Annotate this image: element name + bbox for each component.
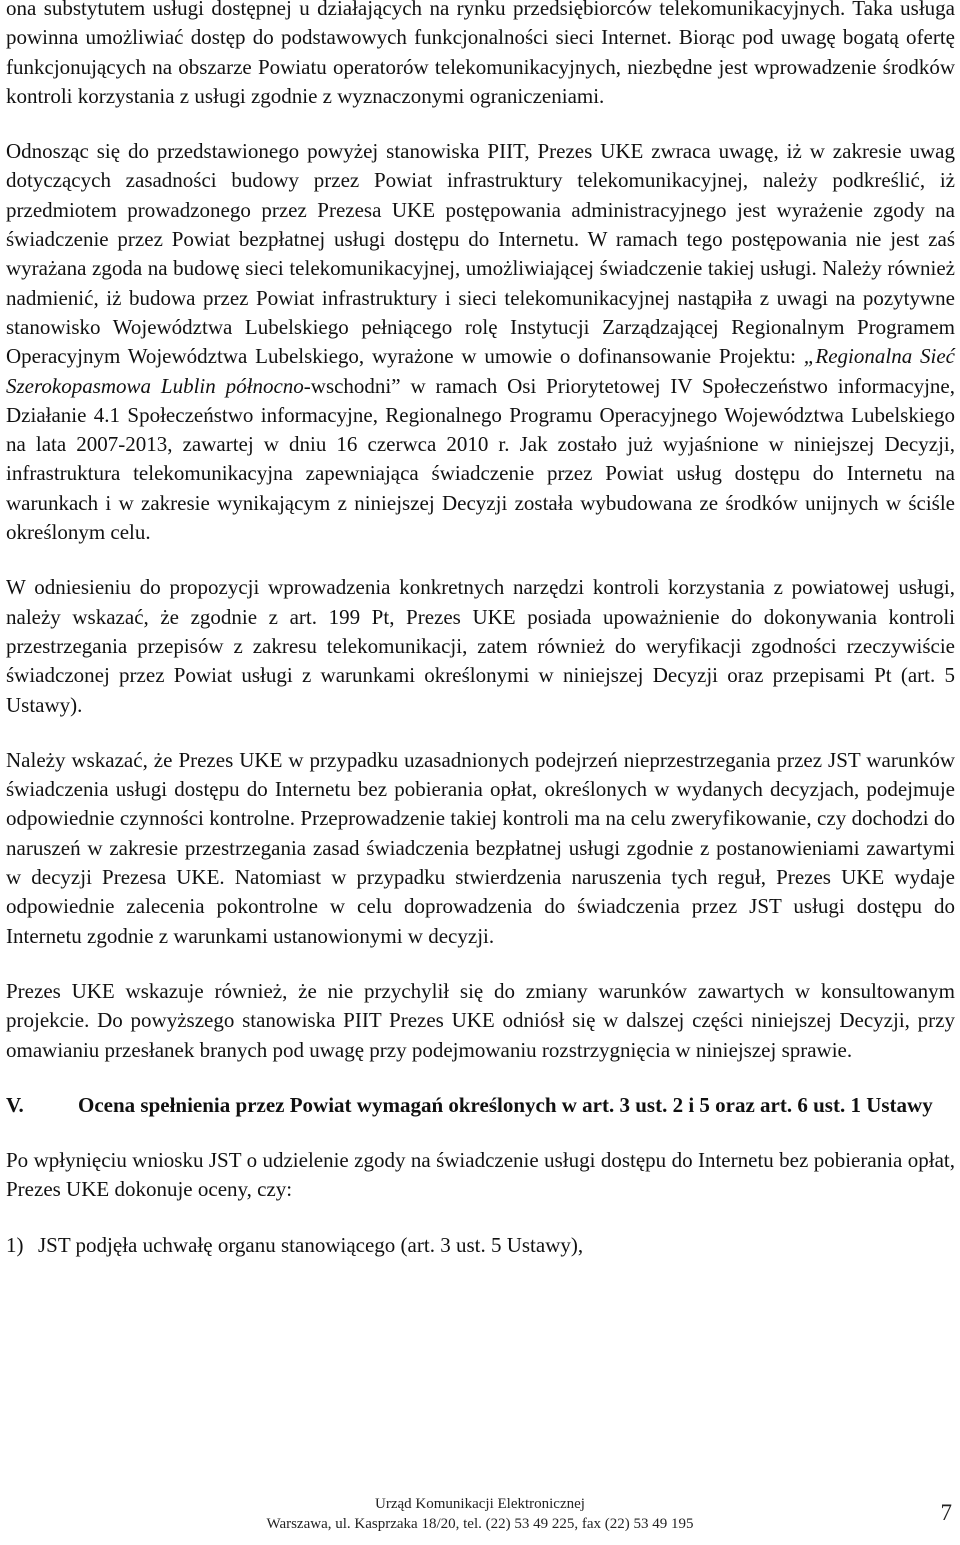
- section-heading: [6, 1091, 955, 1120]
- paragraph-2-text-a: Odnosząc się do przedstawionego powyżej stanowiska PIIT, Prezes UKE zwraca uwagę, iż w zakresie uwag dotyczących zasadności budowy przez Powiat infrastruktury telekomunikacyjnej, należy podkreślić, iż przedmiotem prowadzonego przez Prezesa UKE postępowania administracyjnego jest wyrażenie zgody na świadczenie przez Powiat bezpłatnej usługi dostępu do Internetu. W ramach tego postępowania nie jest zaś wyrażana zgoda na budowę sieci telekomunikacyjnej, umożliwiającej świadczenie takiej usługi. Należy również nadmienić, iż budowa przez Powiat infrastruktury i sieci telekomunikacyjnej nastąpiła z uwagi na pozytywne stanowisko Województwa Lubelskiego pełniącego rolę Instytucji Zarządzającej Regionalnym Programem Operacyjnym Województwa Lubelskiego, wyrażone w umowie o dofinansowanie Projektu:: [6, 139, 955, 369]
- section-title: Ocena spełnienia przez Powiat wymagań określonych w art. 3 ust. 2 i 5 oraz art. 6 ust. 1 Ustawy: [78, 1092, 933, 1117]
- paragraph-2: [6, 137, 955, 547]
- page-number: 7: [940, 1500, 952, 1525]
- list-item-number: 1): [6, 1232, 24, 1257]
- list-item: [6, 1231, 955, 1260]
- paragraph-3: W odniesieniu do propozycji wprowadzenia konkretnych narzędzi kontroli korzystania z powiatowej usługi, należy wskazać, że zgodnie z art. 199 Pt, Prezes UKE posiada upoważnienie do dokonywania kontroli przestrzegania przepisów z zakresu telekomunikacji, zatem również do weryfikacji zgodności rzeczywiście świadczonej przez Powiat usługi z warunkami określonymi w niniejszej Decyzji oraz przepisami Pt (art. 5 Ustawy).: [6, 575, 955, 717]
- intro-paragraph: Po wpłynięciu wniosku JST o udzielenie zgody na świadczenie usługi dostępu do Internetu bez pobierania opłat, Prezes UKE dokonuje oceny, czy:: [6, 1148, 955, 1202]
- paragraph-5: Prezes UKE wskazuje również, że nie przychylił się do zmiany warunków zawartych w konsultowanym projekcie. Do powyższego stanowiska PIIT Prezes UKE odniósł się w dalszej części niniejszej Decyzji, przy omawianiu przesłanek branych pod uwagę przy podejmowaniu rozstrzygnięcia w niniejszej sprawie.: [6, 978, 955, 1062]
- list-item-text: JST podjęła uchwałę organu stanowiącego (art. 3 ust. 5 Ustawy),: [38, 1232, 584, 1257]
- footer-address: Warszawa, ul. Kasprzaka 18/20, tel. (22) 53 49 225, fax (22) 53 49 195: [266, 1516, 694, 1532]
- paragraph-2-text-b: -wschodni” w ramach Osi Priorytetowej IV Społeczeństwo informacyjne, Działanie 4.1 Społeczeństwo informacyjne, Regionalnego Programu Operacyjnego Województwa Lubelskiego na lata 2007-2013, zawartej w dniu 16 czerwca 2010 r. Jak zostało już wyjaśnione w niniejszej Decyzji, infrastruktura telekomunikacyjna zapewniająca świadczenie przez Powiat usług dostępu do Internetu na warunkach i w zakresie wynikającym z niniejszej Decyzji została wybudowana ze środków unijnych w ściśle określonym celu.: [6, 373, 955, 545]
- paragraph-1: ona substytutem usługi dostępnej u działających na rynku przedsiębiorców telekomunikacyjnych. Taka usługa powinna umożliwiać dostęp do podstawowych funkcjonalności sieci Internet. Biorąc pod uwagę bogatą ofertę funkcjonujących na obszarze Powiatu operatorów telekomunikacyjnych, niezbędne jest wprowadzenie środków kontroli korzystania z usługi zgodnie z wyznaczonymi ograniczeniami.: [6, 0, 955, 108]
- section-number: V.: [6, 1092, 24, 1117]
- paragraph-4: Należy wskazać, że Prezes UKE w przypadku uzasadnionych podejrzeń nieprzestrzegania przez JST warunków świadczenia usługi dostępu do Internetu bez pobierania opłat, określonych w wydanych decyzjach, podejmuje odpowiednie czynności kontrolne. Przeprowadzenie takiej kontroli ma na celu zweryfikowanie, czy dochodzi do naruszeń w zakresie przestrzegania zasad świadczenia bezpłatnej usługi zgodnie z postanowieniami zawartymi w decyzji Prezesa UKE. Natomiast w przypadku stwierdzenia naruszenia tych reguł, Prezes UKE wydaje odpowiednie zalecenia pokontrolne w celu doprowadzenia do świadczenia przez JST usługi dostępu do Internetu zgodnie z warunkami ustanowionymi w decyzji.: [6, 747, 955, 948]
- project-name-italic: „Regionalna Sieć Szerokopasmowa Lublin północno: [6, 344, 955, 398]
- page-footer: [0, 1494, 960, 1534]
- document-page: [6, 0, 955, 1260]
- footer-institution: Urząd Komunikacji Elektronicznej: [375, 1496, 585, 1512]
